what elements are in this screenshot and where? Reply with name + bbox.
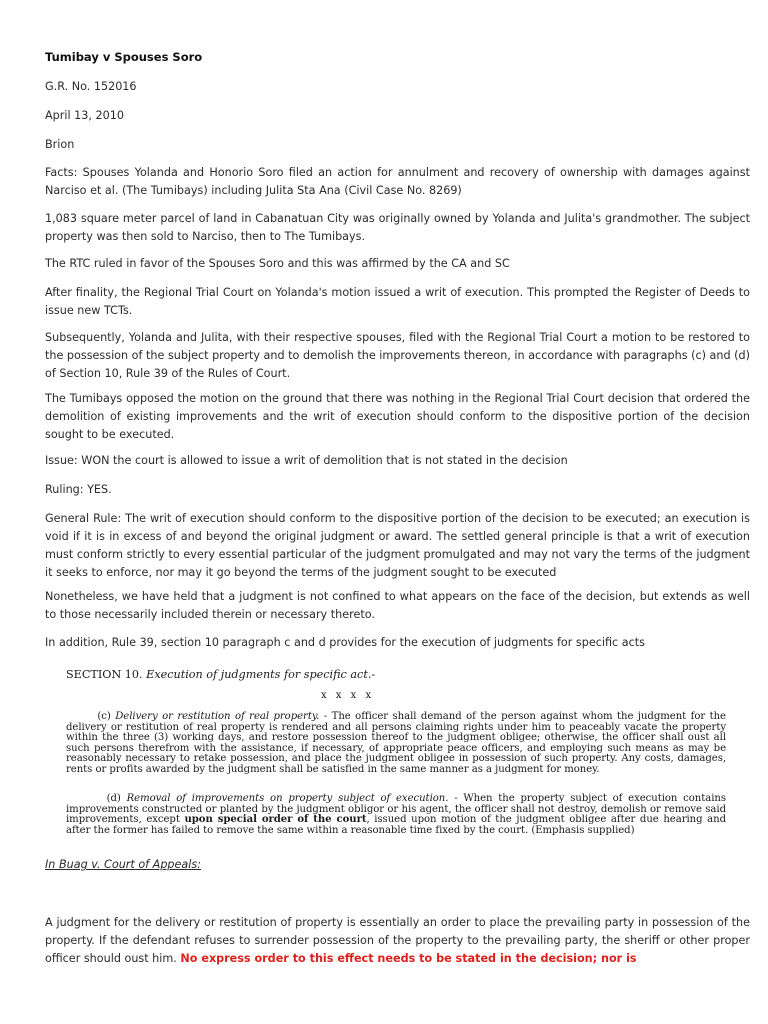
paragraph-d-text-1: - When the property subject of execution contains improvements constructed or planted by the judgment obligor or his agent, the officer shall not destroy, demolish or remove said improvements, except <box>66 793 726 826</box>
ruling-line: Ruling: YES. <box>45 483 112 496</box>
buag-heading: In Buag v. Court of Appeals: <box>45 858 201 871</box>
buag-emphasis: No express order to this effect needs to be stated in the decision; nor is <box>180 952 637 965</box>
buag-paragraph <box>45 914 750 968</box>
rule-39-section-10-excerpt <box>66 668 726 838</box>
paragraph-c <box>66 712 726 776</box>
general-rule-paragraph: General Rule: The writ of execution should conform to the dispositive portion of the decision to be executed; an execution is void if it is in excess of and beyond the original judgment or award. The settled general principle is that a writ of execution must conform strictly to every essential particular of the judgment promulgated and may not vary the terms of the judgment it seeks to enforce, nor may it go beyond the terms of the judgment sought to be executed <box>45 512 750 579</box>
paragraph-d-label: (d) <box>106 793 121 804</box>
omission-marker: x x x x <box>321 690 375 701</box>
nonetheless-paragraph: Nonetheless, we have held that a judgment is not confined to what appears on the face of the decision, but extends as well to those necessarily included therein or necessary thereto. <box>45 590 750 621</box>
after-finality-paragraph: After finality, the Regional Trial Court on Yolanda's motion issued a writ of execution. This prompted the Register of Deeds to issue new TCTs. <box>45 286 750 317</box>
facts-paragraph: Facts: Spouses Yolanda and Honorio Soro filed an action for annulment and recovery of ownership with damages against Narciso et al. (The Tumibays) including Julita Sta Ana (Civil Case No. 8269) <box>45 166 750 197</box>
buag-text: A judgment for the delivery or restitution of property is essentially an order to place the prevailing party in possession of the property. If the defendant refuses to surrender possession of the property to the prevailing party, the sheriff or other proper officer should oust him. <box>45 916 750 965</box>
issue-line: Issue: WON the court is allowed to issue a writ of demolition that is not stated in the decision <box>45 454 568 467</box>
ponente: Brion <box>45 138 75 151</box>
rtc-ruling-paragraph: The RTC ruled in favor of the Spouses Soro and this was affirmed by the CA and SC <box>45 257 510 270</box>
opposed-paragraph: The Tumibays opposed the motion on the ground that there was nothing in the Regional Trial Court decision that ordered the demolition of existing improvements and the writ of execution should conform to the dispositive portion of the decision sought to be executed. <box>45 392 750 441</box>
paragraph-c-title: Delivery or restitution of real property. <box>115 711 320 722</box>
section-title: Execution of judgments for specific act.- <box>146 668 376 681</box>
subsequently-paragraph: Subsequently, Yolanda and Julita, with their respective spouses, filed with the Regional Trial Court a motion to be restored to the possession of the subject property and to demolish the improvements thereon, in accordance with paragraphs (c) and (d) of Section 10, Rule 39 of the Rules of Court. <box>45 331 750 380</box>
decision-date: April 13, 2010 <box>45 109 124 122</box>
in-addition-line: In addition, Rule 39, section 10 paragraph c and d provides for the execution of judgments for specific acts <box>45 636 645 649</box>
section-heading <box>66 668 375 681</box>
paragraph-d <box>66 794 726 836</box>
section-label: SECTION 10. <box>66 668 143 681</box>
paragraph-c-label: (c) <box>97 711 111 722</box>
paragraph-d-bold: upon special order of the court <box>184 814 367 826</box>
paragraph-d-title: Removal of improvements on property subject of execution. <box>126 793 449 804</box>
paragraph-d-text-2: , issued upon motion of the judgment obligee after due hearing and after the former has failed to remove the same within a reasonable time fixed by the court. (Emphasis supplied) <box>66 814 726 836</box>
gr-number: G.R. No. 152016 <box>45 80 137 93</box>
document-title: Tumibay v Spouses Soro <box>45 50 203 64</box>
parcel-paragraph: 1,083 square meter parcel of land in Cabanatuan City was originally owned by Yolanda and Julita's grandmother. The subject property was then sold to Narciso, then to The Tumibays. <box>45 212 750 243</box>
paragraph-c-text: - The officer shall demand of the person against whom the judgment for the delivery or restitution of real property is rendered and all persons claiming rights under him to peaceably vacate the property within the three (3) working days, and restore possession thereof to the judgment obligee; otherwise, the officer shall oust all such persons therefrom with the assistance, if necessary, of appropriate peace officers, and employing such means as may be reasonably necessary to retake possession, and place the judgment obligee in possession of such property. Any costs, damages, rents or profits awarded by the judgment shall be satisfied in the same manner as a judgment for money. <box>66 711 726 775</box>
